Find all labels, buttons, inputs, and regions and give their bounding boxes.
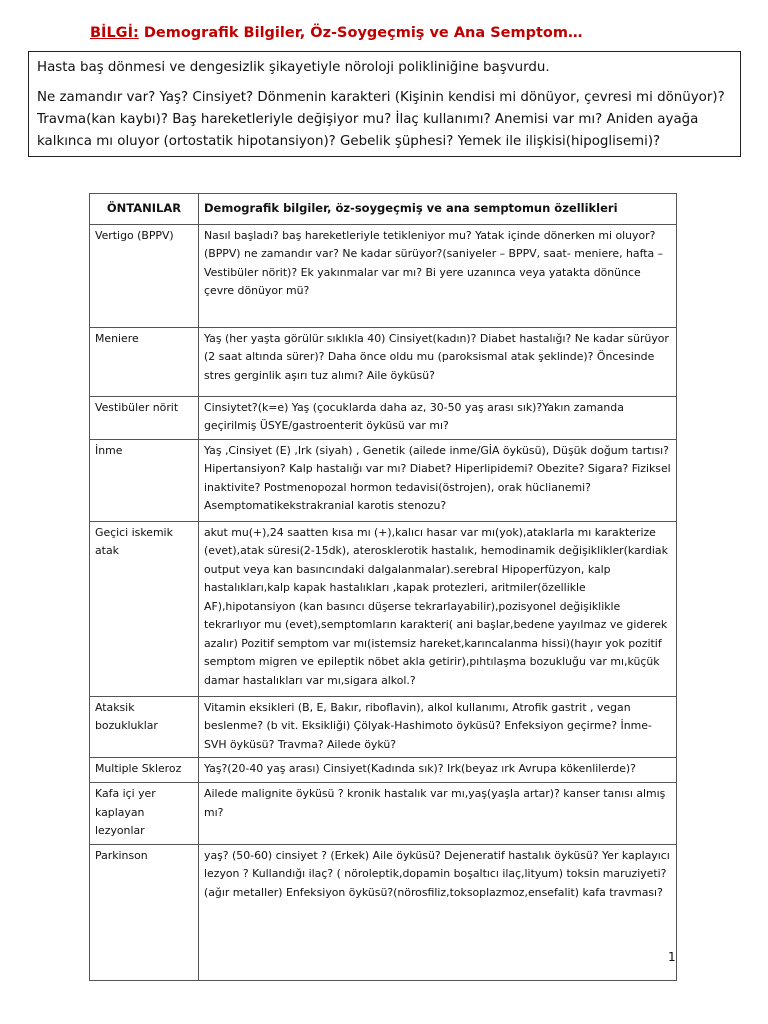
details-cell: Yaş (her yaşta görülür sıklıkla 40) Cinsiyet(kadın)? Diabet hastalığı? Ne kadar sürüyor (2 saat altında sürer)? Daha önce oldu mu (paroksismal atak şeklinde)? Öncesinde stres gerginlik aşırı tuz alımı? Aile öyküsü? xyxy=(199,327,677,396)
details-cell: Vitamin eksikleri (B, E, Bakır, riboflavin), alkol kullanımı, Atrofik gastrit , vegan beslenme? (b vit. Eksikliği) Çölyak-Hashimoto öyküsü? Enfeksiyon geçirme? İnme-SVH öyküsü? Travma? Ailede öykü? xyxy=(199,696,677,758)
header-diagnoses: ÖNTANILAR xyxy=(90,194,199,225)
diagnosis-cell: Multiple Skleroz xyxy=(90,758,199,783)
table-row xyxy=(90,439,677,521)
diagnosis-cell: Parkinson xyxy=(90,844,199,980)
diagnosis-cell: Vestibüler nörit xyxy=(90,396,199,439)
table-row xyxy=(90,521,677,696)
page-number: 1 xyxy=(668,950,676,964)
details-cell: Yaş?(20-40 yaş arası) Cinsiyet(Kadında sık)? Irk(beyaz ırk Avrupa kökenlilerde)? xyxy=(199,758,677,783)
diagnosis-cell: Vertigo (BPPV) xyxy=(90,224,199,327)
case-box xyxy=(28,51,741,157)
details-cell: Ailede malignite öyküsü ? kronik hastalık var mı,yaş(yaşla artar)? kanser tanısı almış mı? xyxy=(199,783,677,845)
diagnosis-cell: İnme xyxy=(90,439,199,521)
details-cell: Nasıl başladı? baş hareketleriyle tetikleniyor mu? Yatak içinde dönerken mi oluyor?(BPPV) ne zamandır var? Ne kadar sürüyor?(saniyeler – BPPV, saat- meniere, hafta – Vestibüler nörit)? Ek yakınmalar var mı? Bi yere uzanınca veya yatakta dönünce çevre dönüyor mü? xyxy=(199,224,677,327)
table-row xyxy=(90,396,677,439)
table-row xyxy=(90,327,677,396)
table-row xyxy=(90,696,677,758)
diagnosis-cell: Geçici iskemik atak xyxy=(90,521,199,696)
case-questions: Ne zamandır var? Yaş? Cinsiyet? Dönmenin karakteri (Kişinin kendisi mi dönüyor, çevresi mi dönüyor)? Travma(kan kaybı)? Baş hareketleriyle değişiyor mu? İlaç kullanımı? Anemisi var mı? Aniden ayağa kalkınca mı oluyor (ortostatik hipotansiyon)? Gebelik şüphesi? Yemek ile ilişkisi(hipoglisemi)? xyxy=(37,90,725,149)
differential-diagnosis-table xyxy=(89,193,677,981)
case-complaint: Hasta baş dönmesi ve dengesizlik şikayetiyle nöroloji polikliniğine başvurdu. xyxy=(37,60,550,75)
details-cell: Cinsiytet?(k=e) Yaş (çocuklarda daha az, 30-50 yaş arası sık)?Yakın zamanda geçirilmiş ÜSYE/gastroenterit öyküsü var mı? xyxy=(199,396,677,439)
heading-title: Demografik Bilgiler, Öz-Soygeçmiş ve Ana Semptom… xyxy=(143,25,583,41)
heading-label: BİLGİ: xyxy=(90,25,139,41)
table-row xyxy=(90,758,677,783)
diagnosis-cell: Meniere xyxy=(90,327,199,396)
table-row xyxy=(90,783,677,845)
details-cell: yaş? (50-60) cinsiyet ? (Erkek) Aile öyküsü? Dejeneratif hastalık öyküsü? Yer kaplayıcı lezyon ? Kullandığı ilaç? ( nöroleptik,dopamin boşaltıcı ilaç,lityum) toksin maruziyeti?(ağır metaller) Enfeksiyon öyküsü?(nörosfiliz,toksoplazmoz,ensefalit) kafa travması? xyxy=(199,844,677,980)
diagnosis-cell: Ataksik bozukluklar xyxy=(90,696,199,758)
table-header-row xyxy=(90,194,677,225)
details-cell: akut mu(+),24 saatten kısa mı (+),kalıcı hasar var mı(yok),ataklarla mı karakterize (evet),atak süresi(2-15dk), aterosklerotik hastalık, hemodinamik değişiklikler(kardiak output veya kan basıncındaki dalgalanmalar).serebral Hipoperfüzyon, kalp hastalıkları,kalp kapak hastalıkları ,kapak protezleri, aritmiler(özellikle AF),hipotansiyon (kan basıncı düşerse tekrarlayabilir),pozisyonel değişiklikle tekrarlıyor mu (evet),semptomların karakteri( ani başlar,bedene yayılmaz ve giderek azalır) Pozitif semptom var mı(istemsiz hareket,karıncalanma hissi)(hayır yok pozitif semptom migren ve epileptik nöbet akla getirir),pıhtılaşma bozukluğu var mı,küçük damar hastalıkları var mı,sigara alkol.? xyxy=(199,521,677,696)
page-heading xyxy=(90,25,582,41)
diagnosis-cell: Kafa içi yer kaplayan lezyonlar xyxy=(90,783,199,845)
table-row xyxy=(90,224,677,327)
details-cell: Yaş ,Cinsiyet (E) ,Irk (siyah) , Genetik (ailede inme/GİA öyküsü), Düşük doğum tartısı? Hipertansiyon? Kalp hastalığı var mı? Diabet? Hiperlipidemi? Obezite? Sigara? Fiziksel inaktivite? Postmenopozal hormon tedavisi(östrojen), orak hüclianemi?Asemptomatikekstrakranial karotis stenozu? xyxy=(199,439,677,521)
table-row xyxy=(90,844,677,980)
header-characteristics: Demografik bilgiler, öz-soygeçmiş ve ana semptomun özellikleri xyxy=(199,194,677,225)
